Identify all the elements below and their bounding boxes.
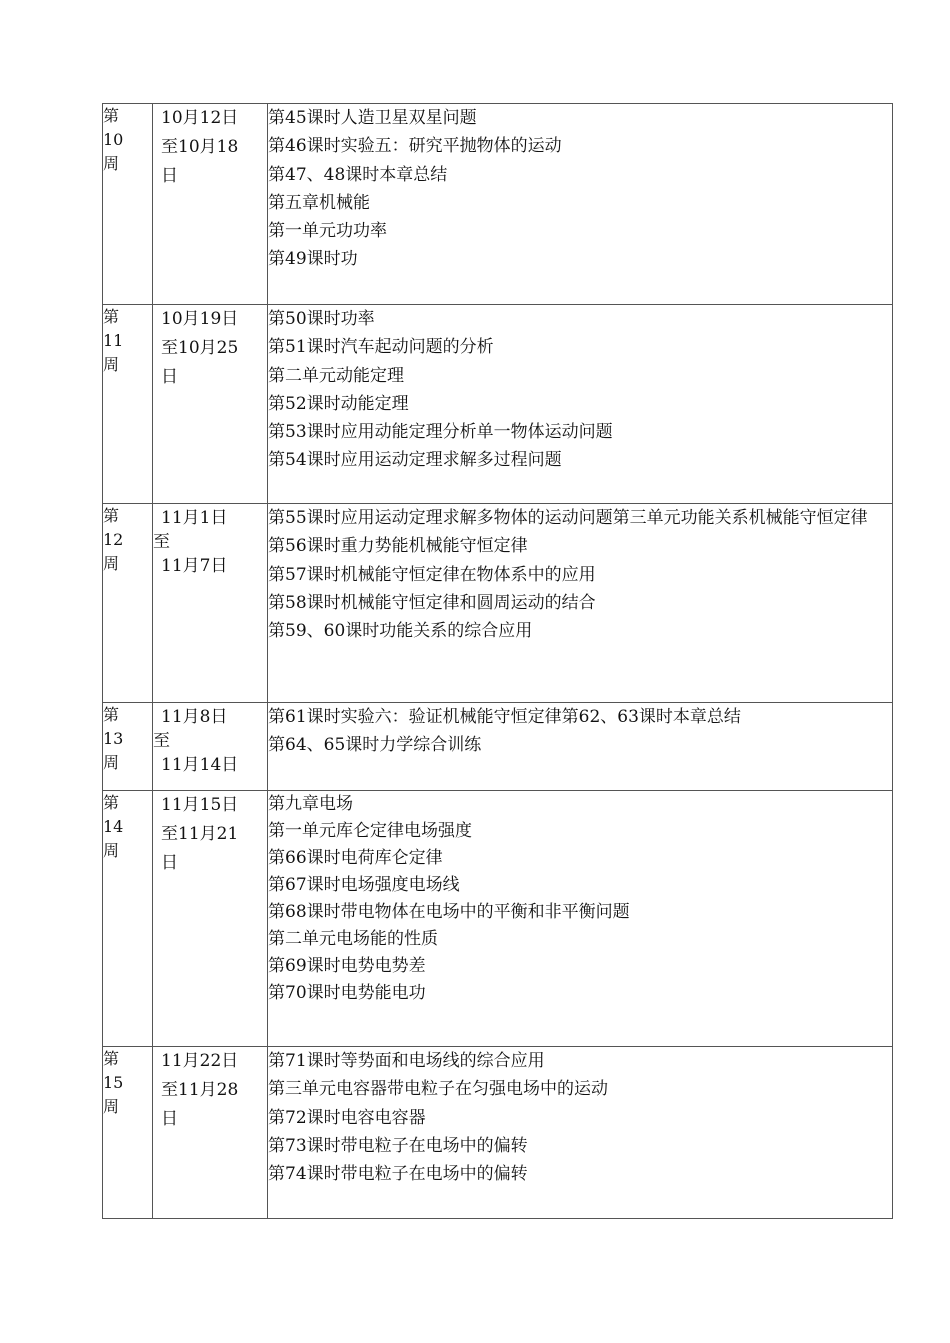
week-label: 第	[103, 106, 120, 125]
topic-line: 第74课时带电粒子在电场中的偏转	[268, 1164, 528, 1185]
week-cell	[103, 791, 153, 1047]
topic-line: 第54课时应用运动定理求解多过程问题	[268, 450, 562, 471]
date-cell	[153, 703, 268, 791]
week-label: 周	[103, 1097, 120, 1116]
topic-line: 第61课时实验六：验证机械能守恒定律第62、63课时本章总结	[268, 707, 741, 727]
week-number: 13	[103, 729, 124, 748]
week-number: 12	[103, 530, 124, 549]
topic-line: 第二单元电场能的性质	[268, 929, 438, 949]
topic-line: 第50课时功率	[268, 309, 375, 329]
topics-cell	[268, 1047, 893, 1219]
topic-line: 第56课时重力势能机械能守恒定律	[268, 536, 528, 557]
topic-line: 第58课时机械能守恒定律和圆周运动的结合	[268, 592, 596, 613]
table-row	[103, 1047, 893, 1219]
topic-line: 第一单元功功率	[268, 221, 387, 242]
topic-line: 第70课时电势能电功	[268, 983, 426, 1003]
topic-line: 第五章机械能	[268, 192, 370, 213]
topic-line: 第59、60课时功能关系的综合应用	[268, 621, 533, 642]
week-number: 11	[103, 331, 124, 350]
table-row	[103, 305, 893, 504]
topic-line: 第64、65课时力学综合训练	[268, 735, 482, 756]
topics-cell	[268, 504, 893, 703]
week-label: 周	[103, 554, 120, 573]
date-cell	[153, 104, 268, 305]
topics-cell	[268, 791, 893, 1047]
week-label: 周	[103, 355, 120, 374]
schedule-table	[102, 103, 893, 1219]
date-line: 11月15日	[161, 795, 239, 815]
week-cell	[103, 1047, 153, 1219]
topic-line: 第66课时电荷库仑定律	[268, 848, 443, 868]
topic-line: 第52课时动能定理	[268, 393, 409, 414]
week-label: 第	[103, 506, 120, 525]
topic-line: 第57课时机械能守恒定律在物体系中的应用	[268, 564, 596, 585]
date-line: 至11月21	[161, 824, 239, 844]
date-cell	[153, 305, 268, 504]
date-line: 11月7日	[161, 556, 228, 576]
table-row	[103, 791, 893, 1047]
week-cell	[103, 504, 153, 703]
date-line: 日	[161, 166, 178, 186]
date-cell	[153, 791, 268, 1047]
date-line: 11月22日	[161, 1051, 239, 1071]
table-row	[103, 703, 893, 791]
date-line: 至	[153, 532, 170, 552]
topics-cell	[268, 305, 893, 504]
date-cell	[153, 1047, 268, 1219]
topics-cell	[268, 104, 893, 305]
topic-line: 第一单元库仑定律电场强度	[268, 821, 472, 841]
week-cell	[103, 703, 153, 791]
topic-line: 第69课时电势电势差	[268, 956, 426, 976]
topic-line: 第71课时等势面和电场线的综合应用	[268, 1051, 545, 1071]
date-line: 11月1日	[161, 508, 228, 528]
topic-line: 第51课时汽车起动问题的分析	[268, 337, 494, 358]
topic-line: 第46课时实验五：研究平抛物体的运动	[268, 136, 562, 157]
topic-line: 第73课时带电粒子在电场中的偏转	[268, 1135, 528, 1156]
topics-cell	[268, 703, 893, 791]
date-line: 10月12日	[161, 108, 239, 128]
week-number: 15	[103, 1073, 124, 1092]
date-line: 日	[161, 853, 178, 873]
date-line: 至11月28	[161, 1080, 239, 1100]
date-line: 11月8日	[161, 707, 228, 727]
date-line: 日	[161, 1109, 178, 1129]
topic-line: 第55课时应用运动定理求解多物体的运动问题第三单元功能关系机械能守恒定律	[268, 508, 868, 528]
week-label: 第	[103, 1049, 120, 1068]
table-row	[103, 504, 893, 703]
topic-line: 第二单元动能定理	[268, 365, 404, 386]
week-label: 周	[103, 841, 120, 860]
topic-line: 第72课时电容电容器	[268, 1107, 426, 1128]
table-row	[103, 104, 893, 305]
date-line: 日	[161, 367, 178, 387]
date-cell	[153, 504, 268, 703]
week-label: 第	[103, 307, 120, 326]
week-cell	[103, 305, 153, 504]
topic-line: 第47、48课时本章总结	[268, 164, 448, 185]
topic-line: 第三单元电容器带电粒子在匀强电场中的运动	[268, 1079, 608, 1100]
topic-line: 第68课时带电物体在电场中的平衡和非平衡问题	[268, 902, 630, 922]
week-label: 周	[103, 753, 120, 772]
topic-line: 第53课时应用动能定理分析单一物体运动问题	[268, 422, 613, 443]
topic-line: 第49课时功	[268, 249, 358, 270]
date-line: 11月14日	[161, 755, 239, 775]
date-line: 至10月18	[161, 137, 239, 157]
week-label: 第	[103, 793, 120, 812]
topic-line: 第45课时人造卫星双星问题	[268, 108, 477, 128]
week-label: 周	[103, 154, 120, 173]
date-line: 10月19日	[161, 309, 239, 329]
week-label: 第	[103, 705, 120, 724]
topic-line: 第九章电场	[268, 794, 353, 814]
week-cell	[103, 104, 153, 305]
week-number: 10	[103, 130, 124, 149]
topic-line: 第67课时电场强度电场线	[268, 875, 460, 895]
date-line: 至10月25	[161, 338, 239, 358]
week-number: 14	[103, 817, 124, 836]
date-line: 至	[153, 731, 170, 751]
